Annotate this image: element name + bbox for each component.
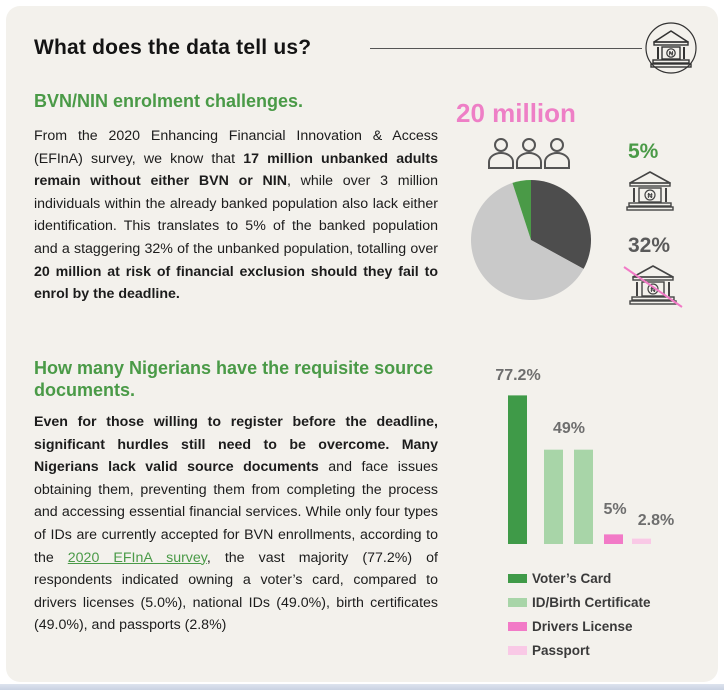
- infographic-card: [6, 6, 718, 682]
- unbanked-percentage: 32%: [628, 234, 671, 257]
- body-text-run: , while over 3 million individuals within the already banked population also lack either identification. This translates to 5% of the banked population and a staggering 32% of the unbanked population, totalling over: [34, 173, 438, 257]
- legend-label-0: Voter’s Card: [532, 571, 612, 586]
- bar-value-label-3: 2.8%: [637, 512, 675, 529]
- bar-0-0: [508, 395, 527, 544]
- bank-crossed-icon: [622, 261, 684, 313]
- section-heading-enrolment: BVN/NIN enrolment challenges.: [34, 91, 304, 111]
- legend-label-2: Drivers License: [532, 619, 633, 634]
- body-text-bold: Even for those willing to register before the deadline, significant hurdles still need to be overcome. Many Nigerians lack valid source documents: [34, 414, 438, 476]
- svg-text:₦: ₦: [647, 193, 653, 200]
- window-bottom-bar: [0, 684, 724, 690]
- legend-swatch-0: [508, 574, 527, 583]
- body-text-run: , the vast majority (77.2%) of respondents indicated owning a voter’s card, compared to drivers licenses (5.0%), national IDs (49.0%), birth certificates (49.0%), and passports (2.8%): [34, 549, 438, 634]
- body-text-run: From the 2020 Enhancing Financial Innovation & Access (EFInA) survey, we know that: [34, 128, 438, 167]
- section-body-documents: [34, 411, 438, 637]
- bar-1-0: [544, 450, 563, 544]
- people-icon: [486, 136, 572, 172]
- at-risk-stat: 20 million: [456, 98, 576, 128]
- body-text-run: and face issues obtaining them, preventing them from completing the process and accessing essential financial services. While only four types of IDs are currently accepted for BVN enrollments, according to the: [34, 459, 438, 566]
- bar-1-1: [574, 450, 593, 544]
- efina-survey-link[interactable]: 2020 EFInA survey: [67, 549, 207, 566]
- section-body-enrolment: [34, 125, 438, 306]
- bank-icon: [642, 22, 700, 74]
- legend-label-3: Passport: [532, 643, 590, 658]
- legend-label-1: ID/Birth Certificate: [532, 595, 651, 610]
- title-divider: [370, 48, 642, 49]
- bank-icon: [624, 168, 676, 216]
- bar-value-label-2: 5%: [603, 501, 627, 518]
- legend-swatch-3: [508, 646, 527, 655]
- body-text-bold: 17 million unbanked adults remain without either BVN or NIN: [34, 150, 438, 190]
- population-pie-chart: [469, 178, 593, 302]
- bar-value-label-1: 49%: [552, 420, 586, 437]
- id-ownership-bar-chart: [476, 358, 696, 658]
- svg-text:₦: ₦: [668, 51, 674, 58]
- legend-swatch-1: [508, 598, 527, 607]
- bar-2-0: [604, 534, 623, 544]
- bar-value-label-0: 77.2%: [495, 367, 541, 384]
- legend-swatch-2: [508, 622, 527, 631]
- bar-3-0: [632, 539, 651, 544]
- section-heading-documents: How many Nigerians have the requisite source documents.: [34, 358, 434, 400]
- body-text-bold: 20 million at risk of financial exclusion should they fail to enrol by the deadline.: [34, 263, 438, 303]
- banked-percentage: 5%: [628, 140, 659, 163]
- svg-text:₦: ₦: [650, 287, 656, 294]
- page-title: What does the data tell us?: [34, 36, 312, 59]
